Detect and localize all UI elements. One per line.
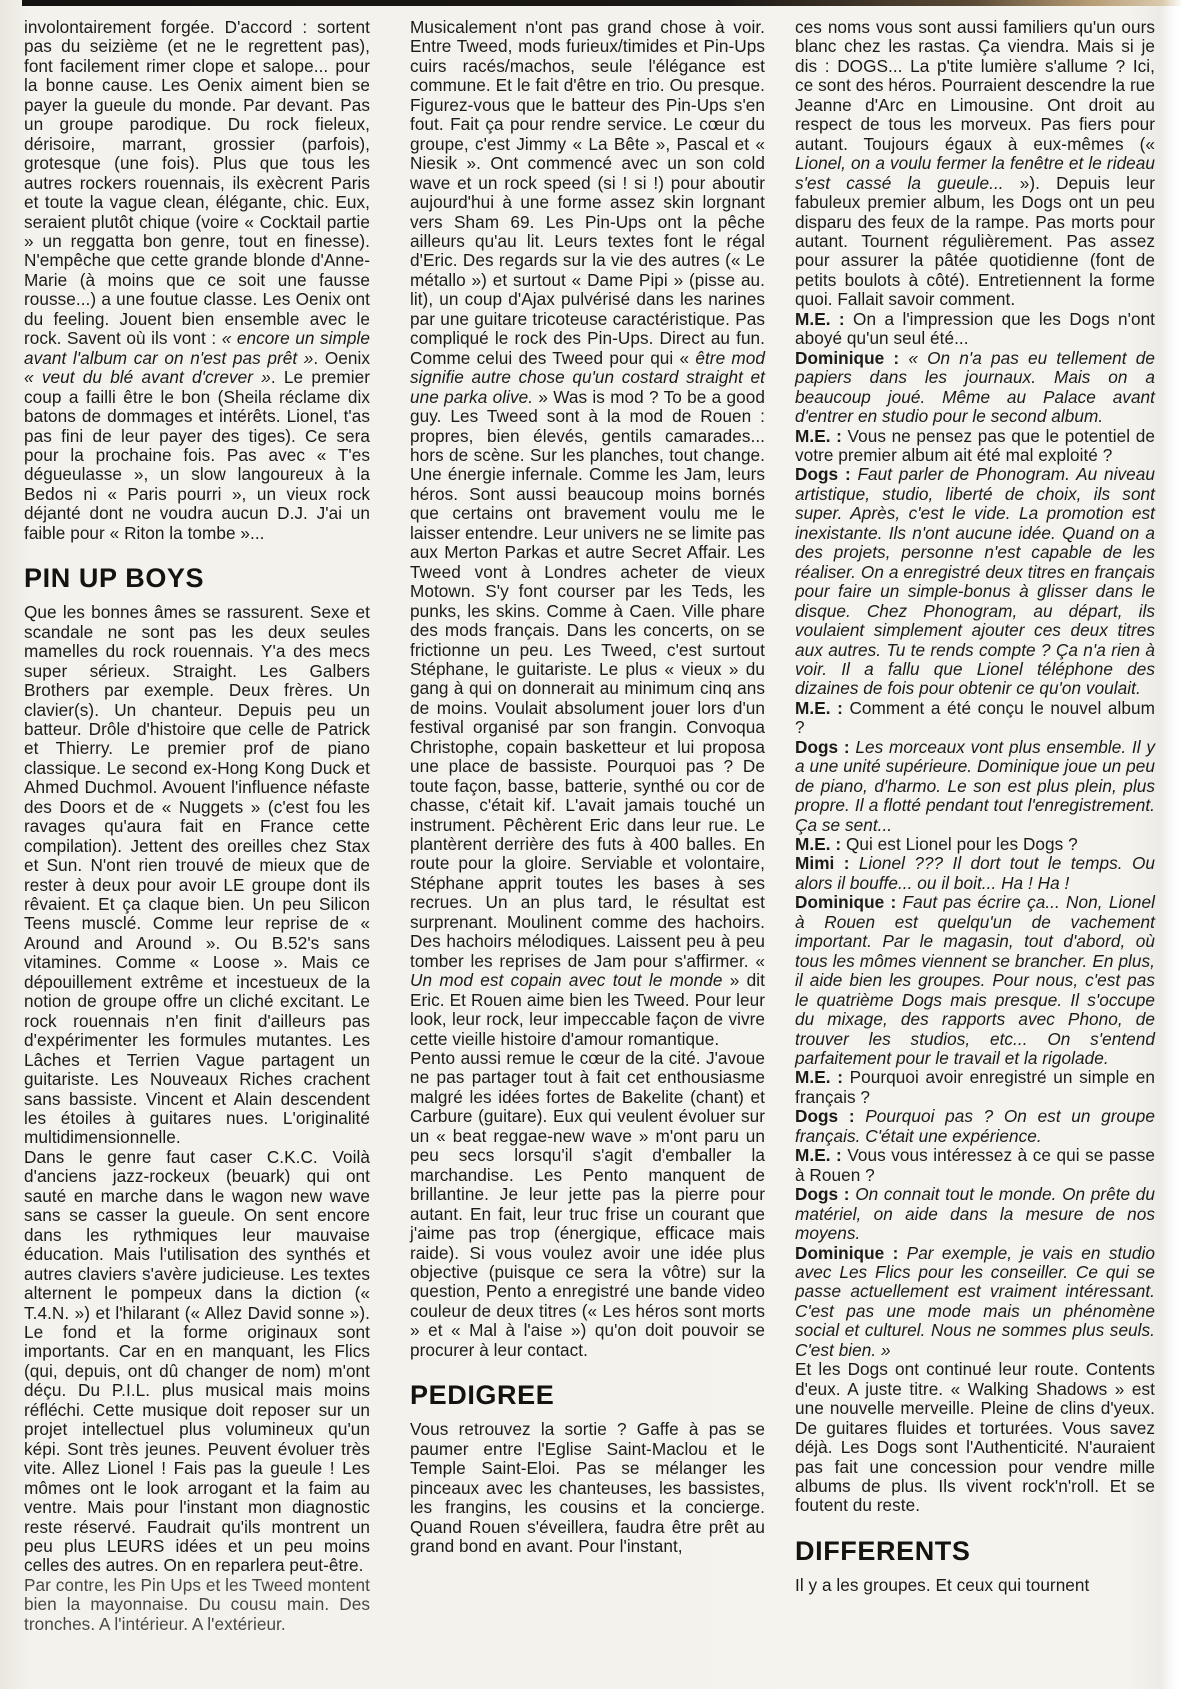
- interview-speaker: M.E. :: [795, 697, 843, 718]
- interview-line: [795, 349, 1155, 427]
- interview-speaker: Dogs :: [795, 1106, 855, 1127]
- paragraph-differents: Il y a les groupes. Et ceux qui tournent: [795, 1574, 1090, 1595]
- interview-speaker: M.E. :: [795, 1067, 843, 1088]
- interview-line: [795, 854, 1155, 893]
- interview-line: [795, 310, 1155, 349]
- interview-text: Qui est Lionel pour les Dogs ?: [841, 834, 1078, 855]
- interview-text: Comment a été conçu le nouvel album ?: [795, 697, 1155, 738]
- paragraph-galbers-brothers: Que les bonnes âmes se rassurent. Sexe et scandale ne sont pas les deux seules mamelles du rock rouennais. Y'a des mecs super sérieux. Straight. Les Galbers Brothers par exemple. Deux frères. Un clavier(s). Un chanteur. Depuis peu un batteur. Drôle d'histoire que celle de Patrick et Thierry. Le premier prof de piano classique. Le second ex-Hong Kong Duck et Ahmed Duchmol. Avouent l'influence néfaste des Doors et de « Nuggets » (c'est fou les ravages qu'aura fait en France cette compilation). Jettent des oreilles chez Stax et Sun. N'ont rien trouvé de mieux que de rester à deux pour avoir LE groupe dont ils rêvaient. Et ça claque bien. Un peu Silicon Teens musclé. Comme leur reprise de « Around and Around ». Ou B.52's sans vitamines. Comme « Loose ». Mais ce dépouillement extrême et incestueux de la notion de groupe offre un cliché excitant. Le rock rouennais n'en finit d'ailleurs pas d'expérimenter les formules mutantes. Les Lâches et Terrien Vague partagent un guitariste. Les Nouveaux Riches crachent sans bassiste. Vincent et Alain descendent les étoiles à guitares nues. L'originalité multidimensionnelle.: [24, 602, 370, 1148]
- interview-line: [795, 1146, 1155, 1185]
- interview-line: [795, 835, 1155, 854]
- interview-speaker: Mimi :: [795, 853, 850, 874]
- section-heading-pedigree: PEDIGREE: [410, 1380, 555, 1411]
- interview-speaker: Dogs :: [795, 1184, 850, 1205]
- interview-text: Pourquoi pas ? On est un groupe français. C'était une expérience.: [795, 1106, 1155, 1146]
- page-gutter: [1163, 0, 1181, 1689]
- paragraph-dogs-intro: ces noms vous sont aussi familiers qu'un ours blanc chez les rastas. Ça viendra. Mais si je dis : DOGS... La p'tite lumière s'allume ? Ici, ce sont des héros. Pourraient descendre la rue Jeanne d'Arc en Limousine. Ont droit au respect de tous les morveux. Pas fiers pour autant. Toujours égaux à eux-mêmes (« Lionel, on a voulu fermer la fenêtre et le rideau s'est cassé la gueule... »). Depuis leur fabuleux premier album, les Dogs ont un peu disparu des feux de la rampe. Pas morts pour autant. Tournent régulièrement. Pas assez pour assurer la pâtée quotidienne (font de petits boulots à côté). Entretiennent la forme quoi. Fallait savoir comment.: [795, 17, 1155, 310]
- quote: Un mod est copain avec tout le monde: [410, 970, 723, 991]
- interview-text: Faut pas écrire ça... Non, Lionel à Rouen est quelqu'un de vachement important. Par le magasin, tout d'abord, où tous les mômes viennent se brancher. En plus, il aide bien les groupes. Pour nous, c'est pas le quatrième Dogs mais presque. Il s'occupe du mixage, des rapports avec Phono, de trouver les studios, etc... On s'entend parfaitement pour le travail et la rigolade.: [795, 892, 1155, 1069]
- section-heading-differents: DIFFERENTS: [795, 1535, 971, 1566]
- paragraph-pin-ups-tweed: Par contre, les Pin Ups et les Tweed montent bien la mayonnaise. Du cousu main. Des tronches. A l'intérieur. A l'extérieur.: [24, 1574, 370, 1634]
- paragraph-ckc: Dans le genre faut caser C.K.C. Voilà d'anciens jazz-rockeux (beuark) qui ont sauté en marche dans le wagon new wave sans se casser la gueule. On sent encore dans les rythmiques leur mauvaise éducation. Mais l'utilisation des synthés et autres claviers s'avère judicieuse. Les textes alternent le pompeux dans la diction (« T.4.N. ») et l'hilarant (« Allez David sonne »). Le fond et la forme originaux sont importants. Car en en manquant, les Flics (qui, depuis, ont dû changer de nom) m'ont déçu. Du P.I.L. plus musical mais moins réfléchi. Cette musique doit reposer sur un projet intellectuel plus volumineux qu'un képi. Sont très jeunes. Peuvent évoluer très vite. Allez Lionel ! Fais pas la gueule ! Les mômes ont le look arrogant et la faim au ventre. Mais pour l'instant mon diagnostic reste réservé. Faudrait qu'ils montrent un peu plus LEURS idées et un peu moins celles des autres. On en reparlera peut-être.: [24, 1146, 370, 1576]
- interview-speaker: Dominique :: [795, 347, 900, 368]
- interview-text: Par exemple, je vais en studio avec Les Flics pour les conseiller. Ce qui se passe actuellement est vraiment intéressant. C'est pas une mode mais un phénomène social et culturel. Nous ne sommes plus seuls. C'est bien. »: [795, 1242, 1155, 1360]
- paragraph-pento: Pento aussi remue le cœur de la cité. J'avoue ne pas partager tout à fait cet enthousiasme malgré les idées fortes de Bakelite (chant) et Carbure (guitare). Eux qui veulent évoluer sur un « beat reggae-new wave » m'ont paru un peu secs lorsqu'il s'agit d'emballer la marchandise. Les Pento manquent de brillantine. Je leur jette pas la pierre pour autant. En fait, leur truc frise un courant que j'aime pas trop (énergique, efficace mais raide). Si vous voulez avoir une idée plus objective (puisque ce sera la vôtre) sur la question, Pento a enregistré une bande video couleur de deux titres (« Les héros sont morts » et « Mal à l'aise ») qu'on doit pouvoir se procurer à leur contact.: [410, 1048, 765, 1360]
- interview-line: [795, 427, 1155, 466]
- interview-text: On a l'impression que les Dogs n'ont aboyé qu'un seul été...: [795, 308, 1155, 349]
- interview-text: Les morceaux vont plus ensemble. Il y a une unité supérieure. Dominique joue un peu de piano, d'harmo. Le son est plus plein, plus propre. Il a flotté pendant tout l'enregistrement. Ça se sent...: [795, 736, 1155, 835]
- paragraph-pin-ups-tweed-detail: Musicalement n'ont pas grand chose à voir. Entre Tweed, mods furieux/timides et Pin-Ups cuirs racés/machos, seule l'élégance est commune. Et le fait d'être en trio. Ou presque. Figurez-vous que le batteur des Pin-Ups s'en fout. Fait ça pour rendre service. Le cœur du groupe, c'est Jimmy « La Bête », Pascal et « Niesik ». Ont commencé avec un son cold wave et un rock speed (si ! si !) pour aboutir aujourd'hui à une forme assez skin lorgnant vers Sham 69. Les Pin-Ups ont la pêche ailleurs qu'au lit. Leurs textes font le régal d'Eric. Des regards sur la vie des autres (« Le métallo ») et surtout « Dame Pipi » (pisse au. lit), un coup d'Ajax pulvérisé dans les narines par une guitare tricoteuse caractéristique. Pas compliqué le rock des Pin-Ups. Direct au fun. Comme celui des Tweed pour qui « être mod signifie autre chose qu'un costard straight et une parka olive. » Was is mod ? To be a good guy. Les Tweed sont à la mod de Rouen : propres, bien élevés, gentils camarades... hors de scène. Sur les planches, tout change. Une énergie infernale. Comme les Jam, leurs héros. Sont aussi beaucoup moins bornés que certains ont bravement voulu me le laisser entendre. Leur univers ne se limite pas aux Merton Parkas et autre Secret Affair. Les Tweed vont à Londres acheter de vieux Motown. S'y font courser par les Teds, les punks, les skins. Comme à Caen. Ville phare des mods français. Dans les concerts, on se frictionne un peu. Les Tweed, c'est surtout Stéphane, le guitariste. Le plus « vieux » du gang à qui on donnerait au minimum cinq ans de moins. Voulait absolument jouer lors d'un festival organisé par son frangin. Convoqua Christophe, copain basketteur et lui proposa une place de bassiste. Pourquoi pas ? De toute façon, basse, batterie, synthé ou cor de chasse, c'était kif. L'avait jamais touché un instrument. Pêchèrent Eric dans leur rue. Le plantèrent derrière des futs à 400 balles. En route pour la gloire. Serviable et volontaire, Stéphane apprit toutes les bases à ses recrues. Un an plus tard, le résultat est surprenant. Moulinent comme des hachoirs. Des hachoirs mélodiques. Laissent peu à peu tomber les reprises de Jam pour s'affirmer. « Un mod est copain avec tout le monde » dit Eric. Et Rouen aime bien les Tweed. Pour leur look, leur rock, leur impeccable façon de vivre cette vieille histoire d'amour romantique.: [410, 17, 765, 1049]
- interview-speaker: M.E. :: [795, 308, 845, 329]
- interview-speaker: M.E. :: [795, 425, 842, 446]
- interview-line: [795, 1185, 1155, 1243]
- interview-speaker: Dogs :: [795, 464, 851, 485]
- interview-line: [795, 1068, 1155, 1107]
- interview-speaker: Dogs :: [795, 736, 850, 757]
- interview-text: Faut parler de Phonogram. Au niveau artistique, studio, liberté de choix, ils sont super. Après, c'est le vide. La promotion est inexistante. Ils n'ont aucune idée. Quand on a des projets, personne n'est capable de les réaliser. On a enregistré deux titres en français pour faire un simple-bonus à glisser dans le disque. Chez Phonogram, au départ, ils voulaient simplement ajouter ces deux titres aux autres. Tu te rends compte ? Ça n'a rien à voir. Il a fallu que Lionel téléphone des dizaines de fois pour obtenir ce qu'on voulait.: [795, 464, 1155, 699]
- interview-text: Vous vous intéressez à ce qui se passe à Rouen ?: [795, 1145, 1155, 1185]
- interview: [795, 310, 1155, 1360]
- interview-line: [795, 1107, 1155, 1146]
- interview-text: Pourquoi avoir enregistré un simple en français ?: [795, 1067, 1155, 1107]
- interview-line: [795, 465, 1155, 698]
- interview-text: Lionel ??? Il dort tout le temps. Ou alors il bouffe... ou il boit... Ha ! Ha !: [795, 853, 1155, 893]
- column-2: [410, 18, 765, 1556]
- section-heading-pin-up-boys: PIN UP BOYS: [24, 563, 205, 594]
- interview-text: On connait tout le monde. On prête du matériel, on aide dans la mesure de nos moyens.: [795, 1184, 1155, 1244]
- column-3: [795, 18, 1155, 1595]
- paragraph-rouen: Vous retrouvez la sortie ? Gaffe à pas se paumer entre l'Eglise Saint-Maclou et le Temple Saint-Eloi. Pas se mélanger les pinceaux avec les chanteuses, les bassistes, les frangins, les cousins et la concierge. Quand Rouen s'éveillera, faudra être prêt au grand bond en avant. Pour l'instant,: [410, 1419, 765, 1556]
- quote: « veut du blé avant d'crever »: [24, 367, 271, 388]
- interview-line: [795, 738, 1155, 835]
- interview-line: [795, 893, 1155, 1068]
- interview-line: [795, 1244, 1155, 1361]
- photo-edge-decoration: [22, 0, 1181, 6]
- interview-speaker: M.E. :: [795, 1145, 842, 1166]
- paragraph-dogs-conclusion: Et les Dogs ont continué leur route. Contents d'eux. A juste titre. « Walking Shadows » est une nouvelle merveille. Pleine de clins d'yeux. De guitares fluides et torturées. Vous savez déjà. Les Dogs sont l'Authenticité. N'auraient pas fait une concession pour vendre mille albums de plus. Ils vivent rock'n'roll. Et se foutent du reste.: [795, 1359, 1155, 1516]
- interview-speaker: Dominique :: [795, 892, 897, 913]
- interview-line: [795, 699, 1155, 738]
- interview-text: Vous ne pensez pas que le potentiel de votre premier album ait été mal exploité ?: [795, 425, 1155, 465]
- interview-speaker: Dominique :: [795, 1242, 899, 1263]
- column-1: [24, 18, 370, 1634]
- quote: Lionel, on a voulu fermer la fenêtre et le rideau s'est cassé la gueule...: [795, 153, 1155, 193]
- quote: être mod signifie autre chose qu'un costard straight et une parka olive.: [410, 347, 765, 407]
- paragraph-oenix: involontairement forgée. D'accord : sortent pas du seizième (et ne le regrettent pas), font facilement rimer clope et salope... pour la bonne cause. Les Oenix aiment bien se payer la gueule du monde. Par devant. Pas un groupe parodique. Du rock fieleux, dérisoire, marrant, grossier (parfois), grotesque (une fois). Plus que tous les autres rockers rouennais, ils exècrent Paris et toute la vague clean, élégante, chic. Eux, seraient plutôt chique (voire « Cocktail partie » un reggatta bon genre, tout en finesse). N'empêche que cette grande blonde d'Anne-Marie (à moins que ce soit une fausse rousse...) a une foutue classe. Les Oenix ont du feeling. Jouent bien ensemble avec le rock. Savent où ils vont : « encore un simple avant l'album car on n'est pas prêt ». Oenix « veut du blé avant d'crever ». Le premier coup a failli être le bon (Sheila réclame dix batons de dommages et intérêts. Lionel, t'as pas fini de leur payer des tiges). Ce sera pour la prochaine fois. Pas avec « T'es dégueulasse », un slow langoureux à la Bedos ni « Paris pourri », un vieux rock déjanté dont ne voudra aucun D.J. J'ai un faible pour « Riton la tombe »...: [24, 17, 370, 543]
- quote: « encore un simple avant l'album car on n'est pas prêt »: [24, 328, 370, 368]
- interview-text: « On n'a pas eu tellement de papiers dans les journaux. Mais on a beaucoup joué. Même au Palace avant d'entrer en studio pour le second album.: [795, 347, 1155, 427]
- interview-speaker: M.E. :: [795, 834, 842, 855]
